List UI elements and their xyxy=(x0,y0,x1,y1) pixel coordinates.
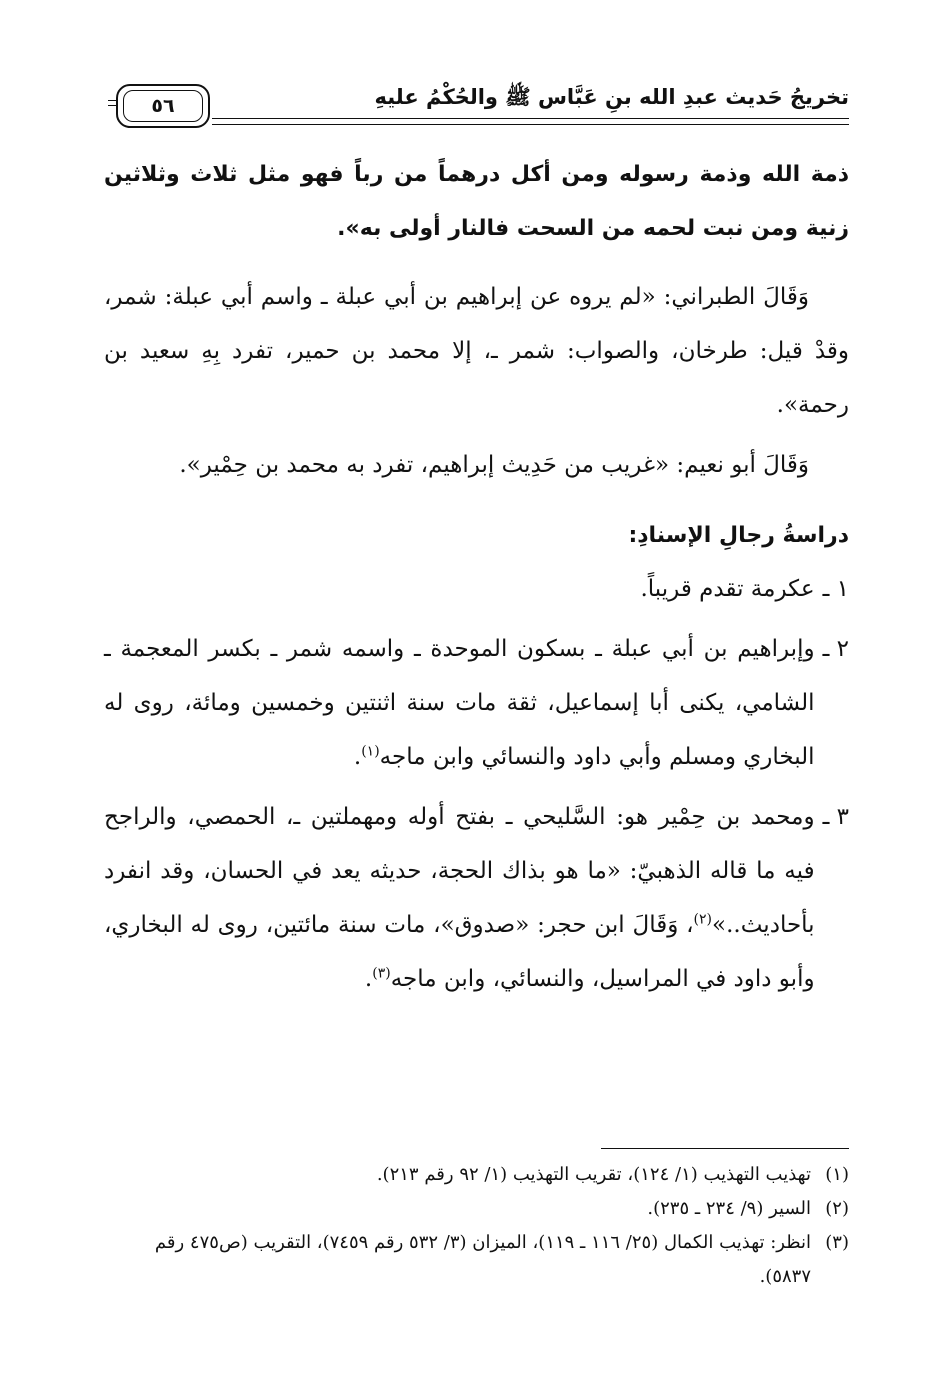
running-header xyxy=(108,82,849,136)
running-header-title: تخريجُ حَديث عبدِ الله بنِ عَبَّاس ﷺ والحُكْمُ عليهِ xyxy=(374,85,849,109)
footnote-reference[interactable]: (٣) xyxy=(372,965,391,982)
list-item-number: ١ ـ xyxy=(822,576,849,602)
header-rule-bottom xyxy=(212,124,849,125)
header-rule-top xyxy=(212,118,849,119)
list-item-text: ومحمد بن حِمْير هو: السَّليحي ـ بفتح أوله ومهملتين ـ، الحمصي، والراجح فيه ما قاله الذهبيّ: «ما هو بذاك الحجة، حديثه يعد في الحسان، وقد انفرد بأحاديث..» xyxy=(104,804,815,938)
list-item xyxy=(104,562,849,616)
footnote-reference[interactable]: (١) xyxy=(361,743,380,760)
section-heading: دراسةُ رجالِ الإسنادِ: xyxy=(628,523,849,548)
list-item-tail: . xyxy=(364,966,373,992)
footnote-separator xyxy=(601,1148,849,1149)
paragraph-tabarani: وَقَالَ الطبراني: «لم يروه عن إبراهيم بن أبي عبلة ـ واسم أبي عبلة: شمر، وقدْ قيل: طرخان، والصواب: شمر ـ، إلا محمد بن حمير، تفرد بِهِ سعيد بن رحمة». xyxy=(104,284,849,418)
footnote-reference[interactable]: (٢) xyxy=(693,911,713,928)
list-item xyxy=(104,790,849,1006)
footnote-text: تهذيب التهذيب (١/ ١٢٤)، تقريب التهذيب (١/ ٩٢ رقم ٢١٣). xyxy=(376,1164,811,1185)
footnote xyxy=(104,1192,849,1226)
footnote-text: انظر: تهذيب الكمال (٢٥/ ١١٦ ـ ١١٩)، الميزان (٣/ ٥٣٢ رقم ٧٤٥٩)، التقريب (ص٤٧٥ رقم ٥٨٣٧). xyxy=(154,1232,811,1287)
footnote-text: السير (٩/ ٢٣٤ ـ ٢٣٥). xyxy=(647,1198,811,1219)
footnote-number: (٣) xyxy=(825,1232,849,1253)
footnotes xyxy=(104,1158,849,1294)
footnote-number: (١) xyxy=(825,1164,849,1185)
page-number-side-lines xyxy=(108,100,116,110)
list-item-number: ٣ ـ xyxy=(822,804,849,830)
page-number-frame xyxy=(116,84,210,128)
footnote-number: (٢) xyxy=(825,1198,849,1219)
list-item-text: وإبراهيم بن أبي عبلة ـ بسكون الموحدة ـ واسمه شمر ـ بكسر المعجمة ـ الشامي، يكنى أبا إسماعيل، ثقة مات سنة اثنتين وخمسين ومائة، روى له البخاري ومسلم وأبي داود والنسائي وابن ماجه xyxy=(104,636,815,770)
page-number: ٥٦ xyxy=(123,90,203,122)
list-item-tail: . xyxy=(353,744,362,770)
list-item xyxy=(104,622,849,784)
list-item-number: ٢ ـ xyxy=(822,636,849,662)
paragraph-hadith-end: ذمة الله وذمة رسوله ومن أكل درهماً من رباً فهو مثل ثلاث وثلاثين زنية ومن نبت لحمه من السحت فالنار أولى به». xyxy=(104,162,849,241)
list-item-text-wrap xyxy=(104,790,815,1006)
footnote xyxy=(104,1158,849,1192)
list-item-text-wrap xyxy=(104,622,815,784)
list-item-text: ، وَقَالَ ابن حجر: «صدوق»، مات سنة مائتين، روى له البخاري، وأبو داود في المراسيل، والنسائي، وابن ماجه xyxy=(104,912,815,992)
main-text xyxy=(104,148,849,1006)
list-item-text: عكرمة تقدم قريباً. xyxy=(640,576,815,602)
paragraph-abu-nuaym: وَقَالَ أبو نعيم: «غريب من حَدِيث إبراهيم، تفرد به محمد بن حِمْير». xyxy=(179,452,809,478)
footnote xyxy=(104,1226,849,1294)
